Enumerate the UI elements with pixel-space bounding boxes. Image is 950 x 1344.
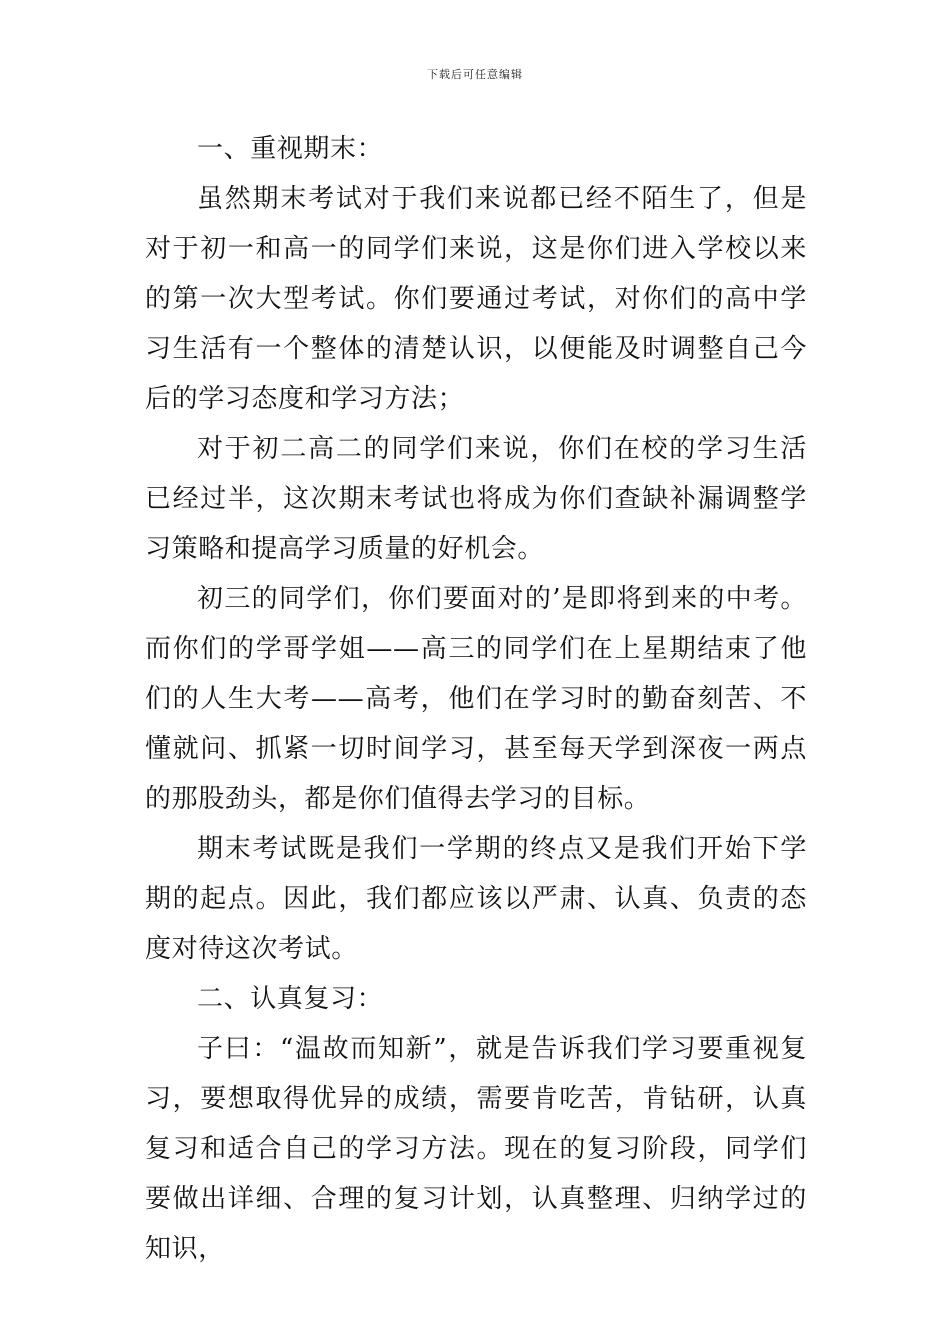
paragraph: 对于初二高二的同学们来说，你们在校的学习生活已经过半，这次期末考试也将成为你们查缺补漏调整学习策略和提高学习质量的好机会。 — [145, 434, 807, 564]
section-heading-2: 二、认真复习： — [197, 984, 384, 1014]
paragraph: 子曰：“温故而知新”，就是告诉我们学习要重视复习，要想取得优异的成绩，需要肯吃苦，肯钻研，认真复习和适合自己的学习方法。现在的复习阶段，同学们要做出详细、合理的复习计划，认真整理、归纳学过的知识， — [145, 1034, 807, 1264]
paragraph: 期末考试既是我们一学期的终点又是我们开始下学期的起点。因此，我们都应该以严肃、认真、负责的态度对待这次考试。 — [145, 834, 807, 964]
section-heading-1: 一、重视期末： — [197, 134, 384, 164]
page-header: 下载后可任意编辑 — [427, 68, 523, 81]
paragraph: 虽然期末考试对于我们来说都已经不陌生了，但是对于初一和高一的同学们来说，这是你们进入学校以来的第一次大型考试。你们要通过考试，对你们的高中学习生活有一个整体的清楚认识，以便能及时调整自己今后的学习态度和学习方法； — [145, 184, 807, 414]
document-body — [145, 124, 807, 1274]
paragraph: 初三的同学们，你们要面对的’是即将到来的中考。而你们的学哥学姐——高三的同学们在上星期结束了他们的人生大考——高考，他们在学习时的勤奋刻苦、不懂就问、抓紧一切时间学习，甚至每天学到深夜一两点的那股劲头，都是你们值得去学习的目标。 — [145, 584, 807, 814]
